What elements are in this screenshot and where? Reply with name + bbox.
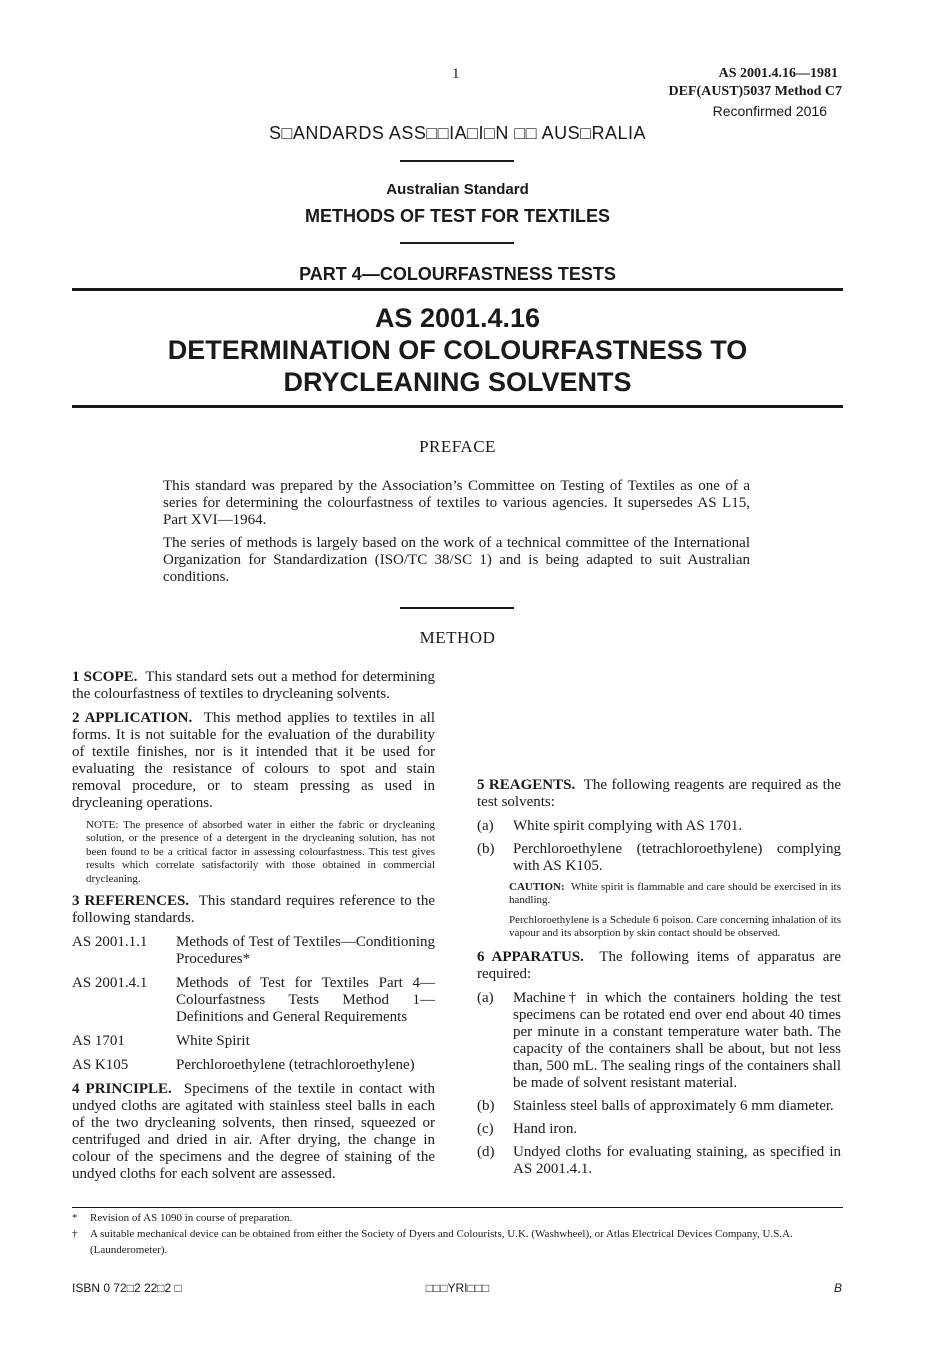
- reference-description: Methods of Test for Textiles Part 4—Colourfastness Tests Method 1—Definitions and General Requirements: [176, 975, 435, 1026]
- footnote-text: A suitable mechanical device can be obtained from either the Society of Dyers and Colourists, U.K. (Washwheel), or Atlas Electrical Devices Company, U.S.A. (Launderometer).: [90, 1228, 793, 1256]
- references-section: [72, 893, 435, 927]
- caution-note: Perchloroethylene is a Schedule 6 poison. Care concerning inhalation of its vapour and its absorption by skin contact should be observed.: [509, 913, 841, 940]
- right-column: [477, 777, 841, 1184]
- series-title: METHODS OF TEST FOR TEXTILES: [304, 206, 610, 226]
- item-text: Hand iron.: [513, 1120, 578, 1137]
- divider: [400, 242, 514, 244]
- reagents-section: [477, 777, 841, 811]
- defence-reference: DEF(AUST)5037 Method C7: [668, 84, 842, 99]
- organisation-name: S□ANDARDS ASS□□IA□I□N □□ AUS□RALIA: [268, 123, 647, 143]
- apparatus-text: The following items of apparatus are required:: [477, 948, 842, 982]
- part-title: PART 4—COLOURFASTNESS TESTS: [299, 264, 616, 284]
- preface-heading: PREFACE: [419, 437, 496, 456]
- scope-text: This standard sets out a method for determining the colourfastness of textiles to drycleaning solvents.: [72, 669, 435, 702]
- apparatus-item: [477, 1098, 841, 1115]
- item-label: (b): [477, 841, 495, 857]
- standard-kind: Australian Standard: [386, 181, 529, 198]
- apparatus-section: [477, 949, 841, 983]
- item-label: (d): [477, 1143, 495, 1160]
- references-list: [72, 934, 435, 1074]
- reconfirmed-label: Reconfirmed 2016: [712, 103, 827, 119]
- reference-item: [72, 1033, 435, 1050]
- item-label: (b): [477, 1097, 495, 1114]
- footnote: [72, 1226, 843, 1258]
- footnote-mark: †: [72, 1228, 78, 1240]
- divider: [400, 607, 514, 609]
- item-text: Perchloroethylene (tetrachloroethylene) complying with AS K105.: [513, 841, 841, 874]
- reference-code: AS 1701: [72, 1033, 125, 1050]
- item-text: Machine† in which the containers holding the test specimens can be rotated end over end about 40 times per minute in a constant temperature water bath. The capacity of the containers shall be about, but not less than, 500 mL. The sealing rings of the containers shall be made of solvent resistant material.: [513, 989, 841, 1091]
- footnote: [72, 1210, 843, 1226]
- application-note: NOTE: The presence of absorbed water in either the fabric or drycleaning solution, or the presence of a detergent in the drycleaning solution, has not been found to be a critical factor in assessing colourfastness. This test gives results which correlate satisfactorily with those obtained in commercial drycleaning.: [86, 819, 435, 885]
- caution-label: CAUTION:: [509, 881, 565, 893]
- standard-number: AS 2001.4.16—1981: [718, 66, 838, 81]
- apparatus-item: [477, 1144, 841, 1178]
- reagent-item: [477, 841, 841, 875]
- title-top-rule: [72, 288, 843, 291]
- footnote-rule: [72, 1207, 843, 1208]
- method-heading: METHOD: [419, 628, 496, 647]
- principle-section: [72, 1081, 435, 1183]
- caution-note: [509, 881, 841, 908]
- reference-code: AS 2001.4.1: [72, 975, 148, 992]
- reference-item: [72, 975, 435, 1026]
- reference-item: [72, 934, 435, 968]
- references-heading: 3 REFERENCES.: [72, 893, 190, 910]
- divider: [400, 160, 514, 162]
- reference-description: White Spirit: [176, 1033, 250, 1050]
- price-group: B: [833, 1281, 842, 1295]
- title-bottom-rule: [72, 405, 843, 408]
- reagents-heading: 5 REAGENTS.: [477, 777, 576, 793]
- reference-description: Methods of Test of Textiles—Conditioning Procedures*: [176, 934, 435, 968]
- standard-title-line2: DRYCLEANING SOLVENTS: [283, 367, 632, 397]
- footnotes: [72, 1210, 843, 1258]
- application-heading: 2 APPLICATION.: [72, 710, 193, 726]
- apparatus-item: [477, 1121, 841, 1138]
- apparatus-heading: 6 APPARATUS.: [477, 948, 584, 965]
- preface-paragraph: The series of methods is largely based on the work of a technical committee of the International Organization for Standardization (ISO/TC 38/SC 1) and is being adapted to suit Australian conditions.: [163, 535, 750, 585]
- reference-code: AS K105: [72, 1057, 129, 1074]
- principle-heading: 4 PRINCIPLE.: [72, 1081, 172, 1098]
- left-column: [72, 669, 435, 1190]
- copyright-notice: □□□YRI□□□: [425, 1281, 490, 1295]
- application-text: This method applies to textiles in all forms. It is not suitable for the evaluation of the durability of textile finishes, nor is it intended that it be used for evaluating the resistance of colours to spot and stain removal procedure, or to steam pressing as used in drycleaning operations.: [72, 710, 435, 811]
- footnote-mark: *: [72, 1212, 78, 1224]
- preface-body: [163, 478, 750, 592]
- reagents-text: The following reagents are required as the test solvents:: [477, 777, 841, 810]
- item-label: (a): [477, 989, 494, 1006]
- item-text: Stainless steel balls of approximately 6 mm diameter.: [513, 1097, 834, 1114]
- item-text: Undyed cloths for evaluating staining, as specified in AS 2001.4.1.: [513, 1143, 841, 1177]
- application-section: [72, 710, 435, 812]
- item-label: (a): [477, 818, 494, 834]
- reference-code: AS 2001.1.1: [72, 934, 148, 951]
- scope-heading: 1 SCOPE.: [72, 669, 138, 685]
- item-label: (c): [477, 1120, 494, 1137]
- isbn: ISBN 0 72□2 22□2 □: [72, 1281, 182, 1295]
- page-number: 1: [452, 66, 460, 82]
- item-text: White spirit complying with AS 1701.: [513, 818, 743, 834]
- footnote-text: Revision of AS 1090 in course of preparation.: [90, 1212, 293, 1224]
- standard-title-line1: DETERMINATION OF COLOURFASTNESS TO: [167, 335, 748, 365]
- preface-paragraph: This standard was prepared by the Association’s Committee on Testing of Textiles as one of a series for determining the colourfastness of textiles to various agencies. It supersedes AS L15, Part XVI—1964.: [163, 478, 750, 528]
- scope-section: [72, 669, 435, 703]
- reference-item: [72, 1057, 435, 1074]
- apparatus-item: [477, 990, 841, 1092]
- principle-text: Specimens of the textile in contact with undyed cloths are agitated with stainless steel balls in each of the two drycleaning solvents, then rinsed, squeezed or centrifuged and dried in air. After drying, the change in colour of the specimens and the degree of staining of the undyed cloths for each solvent are assessed.: [72, 1081, 436, 1183]
- references-text: This standard requires reference to the following standards.: [72, 893, 436, 927]
- reagent-item: [477, 818, 841, 835]
- caution-text: White spirit is flammable and care should be exercised in its handling.: [509, 881, 841, 907]
- reference-description: Perchloroethylene (tetrachloroethylene): [176, 1057, 415, 1074]
- standard-title-number: AS 2001.4.16: [374, 303, 541, 333]
